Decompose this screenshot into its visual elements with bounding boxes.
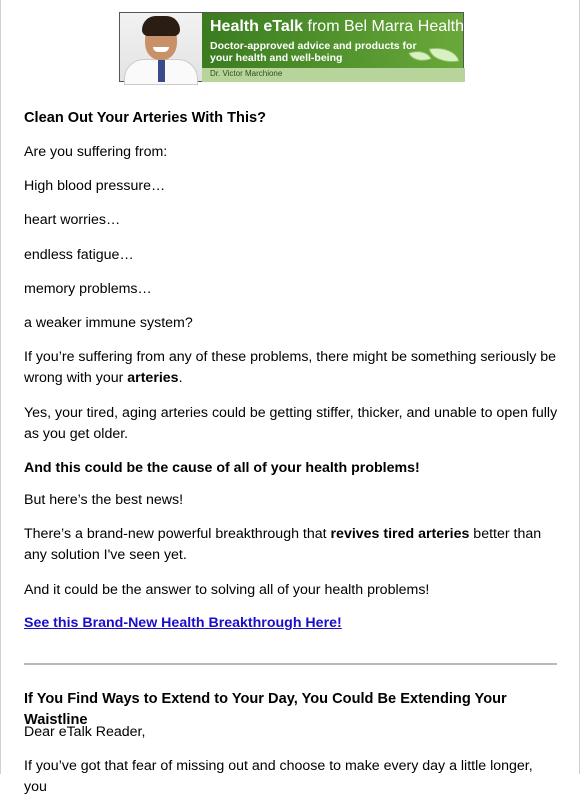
article-paragraph: And it could be the answer to solving all of your health problems! xyxy=(24,582,430,598)
symptom-item: memory problems… xyxy=(24,281,152,297)
symptom-item: endless fatigue… xyxy=(24,247,134,263)
article-paragraph: Yes, your tired, aging arteries could be getting stiffer, thicker, and unable to open fully as you get older. xyxy=(24,405,558,442)
article-paragraph: If you’ve got that fear of missing out and choose to make every day a little longer, you xyxy=(24,758,533,795)
paragraph-text: There’s a brand-new powerful breakthrough that xyxy=(24,526,331,542)
symptom-item: a weaker immune system? xyxy=(24,315,193,331)
paragraph-bold: revives tired arteries xyxy=(330,526,470,542)
article-salutation: Dear eTalk Reader, xyxy=(24,724,146,740)
article-heading: If You Find Ways to Extend to Your Day, You Could Be Extending Your Waistline xyxy=(24,691,507,728)
article-paragraph xyxy=(24,347,559,389)
banner-subtitle-line1: Doctor-approved advice and products for xyxy=(210,40,417,52)
paragraph-text: If you’re suffering from any of these problems, there might be something seriously be wrong with your xyxy=(24,349,557,386)
banner-title xyxy=(210,18,464,36)
leaf-icon xyxy=(429,44,460,67)
section-divider xyxy=(24,663,557,665)
paragraph-text: . xyxy=(178,370,183,386)
article-heading: Clean Out Your Arteries With This? xyxy=(24,110,267,126)
article-emphasis: And this could be the cause of all of your health problems! xyxy=(24,460,420,476)
banner-title-brand: Health eTalk xyxy=(210,18,304,35)
article-paragraph xyxy=(24,524,559,566)
banner-doctor-name: Dr. Victor Marchione xyxy=(210,69,283,78)
symptom-item: High blood pressure… xyxy=(24,178,166,194)
banner-title-rest: from Bel Marra Health xyxy=(303,18,465,35)
paragraph-bold: arteries xyxy=(127,370,179,386)
doctor-photo xyxy=(120,13,202,81)
article-paragraph: But here’s the best news! xyxy=(24,492,184,508)
header-banner[interactable] xyxy=(119,12,464,82)
breakthrough-link[interactable]: See this Brand-New Health Breakthrough Here! xyxy=(24,615,342,631)
paragraph-text: better than any solution I've seen yet. xyxy=(24,526,542,563)
symptom-item: heart worries… xyxy=(24,212,121,228)
article-intro: Are you suffering from: xyxy=(24,144,168,160)
banner-subtitle-line2: your health and well-being xyxy=(210,52,343,64)
